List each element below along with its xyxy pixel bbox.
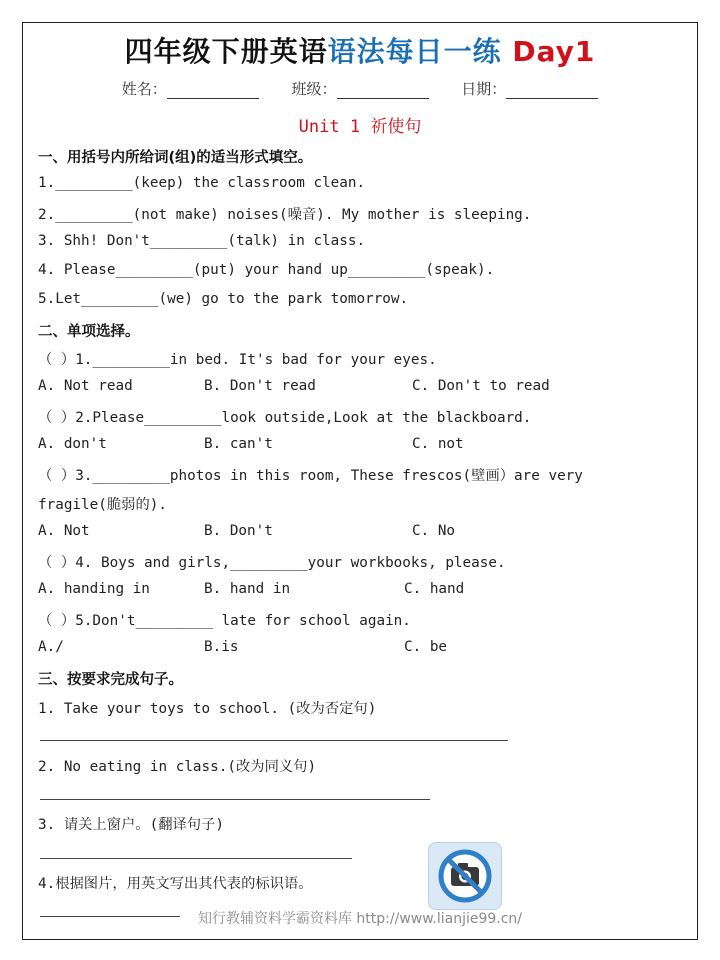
s3-item-1: 1. Take your toys to school. (改为否定句): [38, 701, 377, 717]
class-field[interactable]: 班级：: [291, 78, 428, 99]
title-part-grade: 四年级下册英语: [124, 35, 328, 68]
q2-stem[interactable]: （ ）2.Please_________look outside,Look at the blackboard.: [38, 410, 532, 426]
q3-stem[interactable]: （ ）3._________photos in this room, These frescos(壁画）are very: [38, 468, 583, 484]
s1-item-3[interactable]: 3. Shh! Don't_________(talk) in class.: [38, 233, 366, 249]
unit-heading: Unit 1 祈使句: [298, 117, 422, 137]
q3-option-c[interactable]: C. No: [412, 523, 456, 539]
title-part-practice: 语法每日一练: [327, 35, 502, 68]
q2-option-b[interactable]: B. can't: [204, 436, 273, 452]
q3-option-a[interactable]: A. Not: [38, 523, 90, 539]
name-field[interactable]: 姓名：: [122, 78, 259, 99]
q4-option-b[interactable]: B. hand in: [204, 581, 291, 597]
q1-option-b[interactable]: B. Don't read: [204, 378, 316, 394]
no-photography-sign-icon: [428, 842, 502, 910]
footer-watermark: 知行教辅资料学霸资料库 http://www.lianjie99.cn/: [197, 911, 523, 927]
q4-option-a[interactable]: A. handing in: [38, 581, 150, 597]
page-title: [0, 30, 720, 70]
s1-item-1[interactable]: 1._________(keep) the classroom clean.: [38, 175, 366, 191]
q4-stem[interactable]: （ ）4. Boys and girls,_________your workbooks, please.: [38, 555, 506, 571]
s3-answer-line-2[interactable]: [40, 799, 430, 800]
s3-answer-line-3[interactable]: [40, 858, 352, 859]
section-1-heading: 一、用括号内所给词(组)的适当形式填空。: [38, 150, 313, 166]
title-part-day: Day1: [501, 35, 596, 68]
s3-answer-line-1[interactable]: [40, 740, 508, 741]
s1-item-5[interactable]: 5.Let_________(we) go to the park tomorrow.: [38, 291, 409, 307]
q5-option-c[interactable]: C. be: [404, 639, 448, 655]
student-info-row: [0, 78, 720, 99]
q1-option-c[interactable]: C. Don't to read: [412, 378, 550, 394]
q2-option-c[interactable]: C. not: [412, 436, 464, 452]
s1-item-4[interactable]: 4. Please_________(put) your hand up_________(speak).: [38, 262, 495, 278]
s3-item-2: 2. No eating in class.(改为同义句): [38, 759, 317, 775]
section-3-heading: 三、按要求完成句子。: [38, 672, 183, 688]
q1-stem[interactable]: （ ）1._________in bed. It's bad for your eyes.: [38, 352, 437, 368]
q3-stem-continued: fragile(脆弱的).: [38, 497, 167, 513]
q5-option-a[interactable]: A./: [38, 639, 64, 655]
q4-option-c[interactable]: C. hand: [404, 581, 465, 597]
section-2-heading: 二、单项选择。: [38, 324, 140, 340]
s1-item-2[interactable]: 2._________(not make) noises(噪音). My mother is sleeping.: [38, 207, 532, 223]
q5-stem[interactable]: （ ）5.Don't_________ late for school again.: [38, 613, 411, 629]
no-photography-svg: [429, 843, 501, 909]
s3-item-3: 3. 请关上窗户。(翻译句子): [38, 817, 225, 833]
q2-option-a[interactable]: A. don't: [38, 436, 107, 452]
q1-option-a[interactable]: A. Not read: [38, 378, 133, 394]
date-field[interactable]: 日期：: [461, 78, 598, 99]
s3-item-4: 4.根据图片，用英文写出其代表的标识语。: [38, 876, 313, 892]
q5-option-b[interactable]: B.is: [204, 639, 239, 655]
q3-option-b[interactable]: B. Don't: [204, 523, 273, 539]
